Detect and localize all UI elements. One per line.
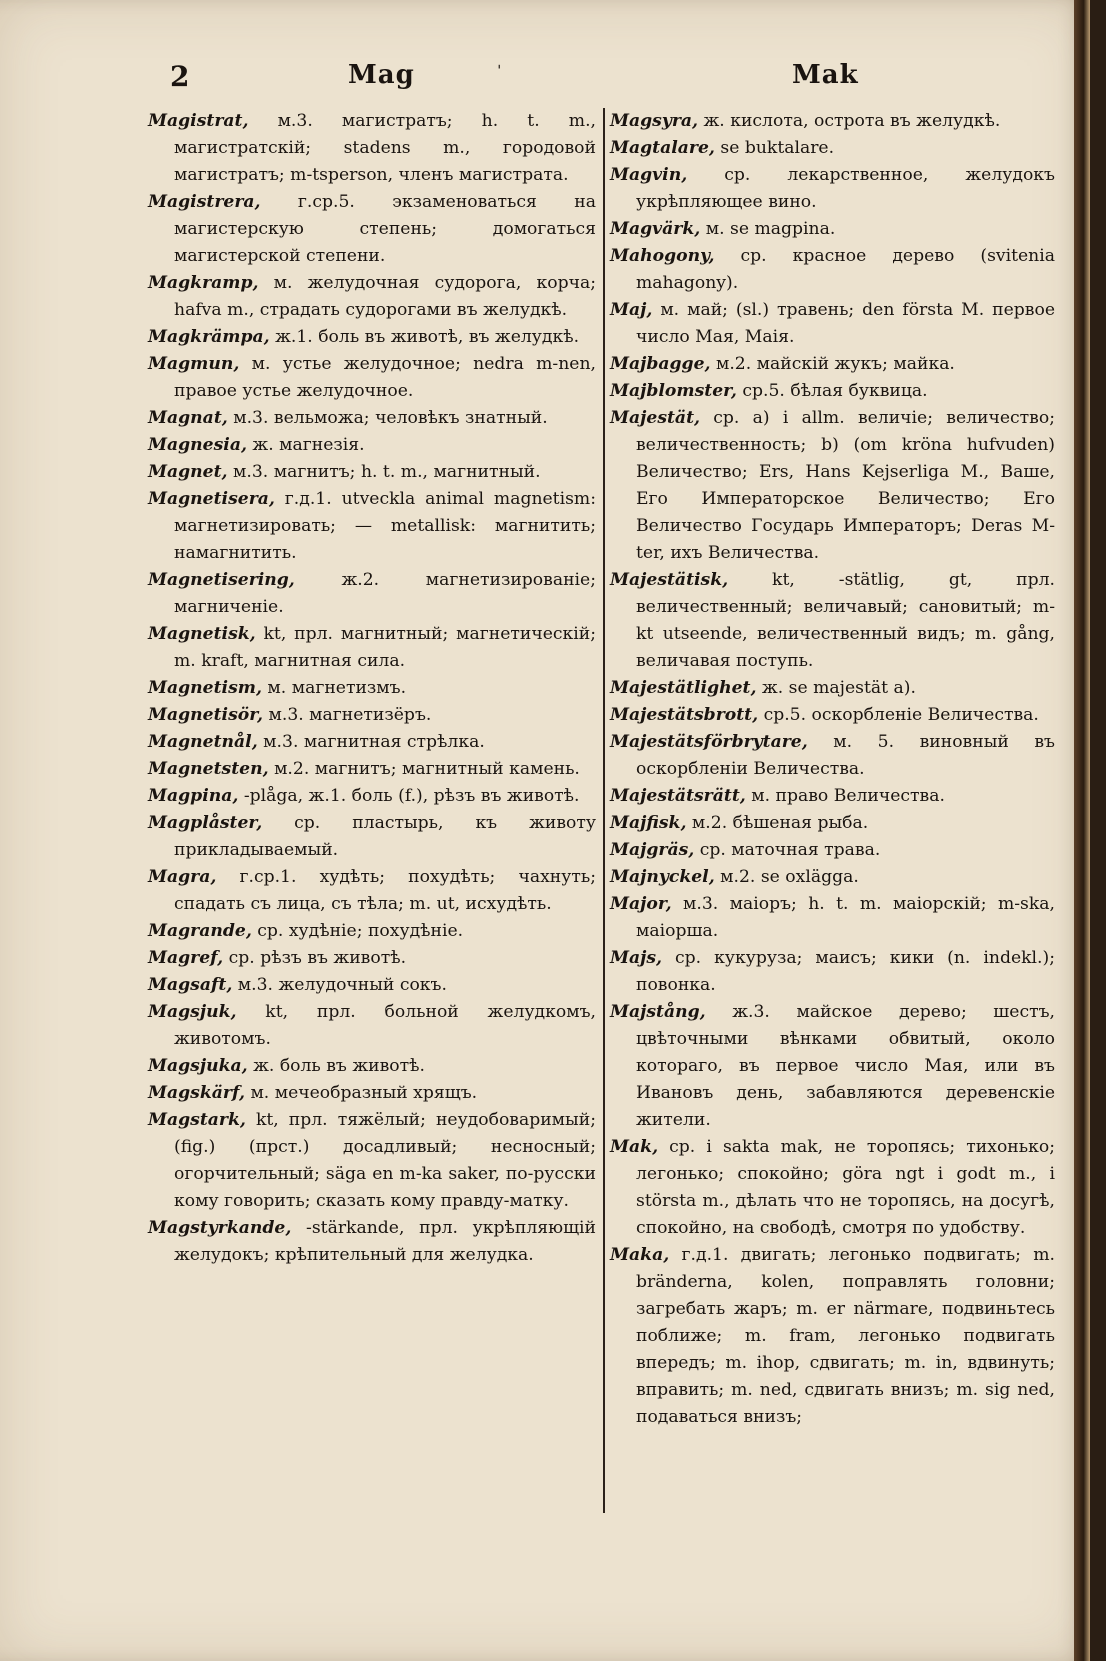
- dictionary-entry: [148, 351, 596, 405]
- dictionary-entry: [148, 459, 596, 486]
- entry-definition: г.ср.1. худѣть; похудѣть; чахнуть; спадать съ лица, съ тѣла; m. ut, исхудѣть.: [174, 867, 596, 914]
- dictionary-entry: [610, 378, 1055, 405]
- dictionary-entry: [610, 567, 1055, 675]
- dictionary-entry: [610, 162, 1055, 216]
- dictionary-entry: [610, 405, 1055, 567]
- entry-headword: Magnetisör,: [148, 705, 264, 725]
- entry-headword: Majestätsrätt,: [610, 786, 746, 806]
- dictionary-entry: [148, 918, 596, 945]
- entry-definition: г.д.1. двигать; легонько подвигать; m. bränderna, kolen, поправлять головни; загребать жаръ; m. er närmare, подвиньтесь поближе; m. fram, легонько подвигать впередъ; m. ihop, сдвигать; m. in, вдвинуть; вправить; m. ned, сдвигать внизъ; m. sig ned, подаваться внизъ;: [636, 1245, 1055, 1427]
- entry-headword: Majblomster,: [610, 381, 737, 401]
- dictionary-entry: [610, 864, 1055, 891]
- entry-headword: Magsjuka,: [148, 1056, 248, 1076]
- entry-headword: Majgräs,: [610, 840, 695, 860]
- dictionary-entry: [148, 864, 596, 918]
- dictionary-entry: [148, 972, 596, 999]
- dictionary-entry: [148, 702, 596, 729]
- entry-definition: м. право Величества.: [751, 786, 945, 806]
- dictionary-entry: [610, 135, 1055, 162]
- entry-headword: Maj,: [610, 300, 653, 320]
- entry-definition: ж. боль въ животѣ.: [253, 1056, 425, 1076]
- entry-headword: Magvärk,: [610, 219, 701, 239]
- entry-headword: Magsyra,: [610, 111, 699, 131]
- dictionary-entry: [148, 729, 596, 756]
- dictionary-entry: [610, 675, 1055, 702]
- entry-headword: Magistrat,: [148, 111, 249, 131]
- entry-headword: Maka,: [610, 1245, 670, 1265]
- entry-definition: ср. красное дерево (svitenia mahagony).: [636, 246, 1055, 293]
- entry-headword: Magkrämpa,: [148, 327, 270, 347]
- dictionary-entry: [148, 270, 596, 324]
- dictionary-entry: [148, 405, 596, 432]
- dictionary-entry: [148, 621, 596, 675]
- dictionary-entry: [610, 945, 1055, 999]
- column-divider: [603, 108, 605, 1513]
- entry-definition: ж. se majestät a).: [761, 678, 916, 698]
- entry-definition: м. май; (sl.) травень; den första M. первое число Мая, Маія.: [636, 300, 1055, 347]
- entry-headword: Magvin,: [610, 165, 688, 185]
- entry-headword: Majestätlighet,: [610, 678, 757, 698]
- entry-definition: ж. кислота, острота въ желудкѣ.: [703, 111, 1001, 131]
- entry-headword: Magnet,: [148, 462, 228, 482]
- entry-headword: Magpina,: [148, 786, 239, 806]
- entry-headword: Magnat,: [148, 408, 228, 428]
- entry-definition: ср. лекарственное, желудокъ укрѣпляющее вино.: [636, 165, 1055, 212]
- entry-definition: -plåga, ж.1. боль (f.), рѣзъ въ животѣ.: [243, 786, 580, 806]
- entry-definition: г.ср.5. экзаменоваться на магистерскую степень; домогаться магистерской степени.: [174, 192, 596, 266]
- entry-definition: ср. пластырь, къ животу прикладываемый.: [174, 813, 596, 860]
- entry-definition: ср. худѣніе; похудѣніе.: [257, 921, 464, 941]
- entry-headword: Magstyrkande,: [148, 1218, 292, 1238]
- entry-headword: Magref,: [148, 948, 224, 968]
- entry-definition: kt, прл. тяжёлый; неудобоваримый; (fig.) (прст.) досадливый; несносный; огорчительный; säga en m-ka saker, по-русски кому говорить; сказать кому правду-матку.: [174, 1110, 596, 1211]
- dictionary-entry: [148, 1107, 596, 1215]
- dictionary-entry: [610, 297, 1055, 351]
- dictionary-entry: [610, 891, 1055, 945]
- entry-headword: Majnyckel,: [610, 867, 715, 887]
- entry-headword: Majestätsförbrytare,: [610, 732, 808, 752]
- entry-definition: м.3. маіоръ; h. t. m. маіорскій; m-ska, маіорша.: [636, 894, 1055, 941]
- dictionary-entry: [148, 675, 596, 702]
- guide-word-left: Mag: [348, 60, 415, 90]
- entry-headword: Majestät,: [610, 408, 700, 428]
- dictionary-entry: [148, 324, 596, 351]
- entry-headword: Majestätisk,: [610, 570, 729, 590]
- entry-headword: Majestätsbrott,: [610, 705, 759, 725]
- entry-headword: Magistrera,: [148, 192, 261, 212]
- entry-headword: Magtalare,: [610, 138, 715, 158]
- entry-definition: kt, прл. больной желудкомъ, животомъ.: [174, 1002, 597, 1049]
- entry-headword: Magnetisera,: [148, 489, 275, 509]
- dictionary-entry: [610, 1242, 1055, 1431]
- entry-headword: Magnetnål,: [148, 732, 258, 752]
- page-edge: [1074, 0, 1090, 1661]
- entry-definition: ср. a) i allm. величіе; величество; величественность; b) (om kröna hufvuden) Величество; Ers, Hans Kejserliga M., Ваше, Его Императорское Величество; Его Величество Государь Императоръ; Deras M-ter, ихъ Величества.: [636, 408, 1055, 563]
- page-header: [170, 60, 1030, 100]
- entry-definition: г.д.1. utveckla animal magnetism: магнетизировать; — metallisk: магнитить; намагнитить.: [174, 489, 596, 563]
- guide-word-right: Mak: [792, 60, 859, 90]
- dictionary-entry: [610, 1134, 1055, 1242]
- dictionary-entry: [148, 1053, 596, 1080]
- entry-headword: Magplåster,: [148, 813, 263, 833]
- entry-definition: ж. магнезія.: [252, 435, 365, 455]
- entry-definition: ср. рѣзъ въ животѣ.: [228, 948, 407, 968]
- entry-definition: -stärkande, прл. укрѣпляющій желудокъ; крѣпительный для желудка.: [174, 1218, 597, 1265]
- dictionary-entry: [148, 1215, 596, 1269]
- dictionary-entry: [148, 432, 596, 459]
- entry-headword: Magnetism,: [148, 678, 262, 698]
- entry-definition: ср. маточная трава.: [699, 840, 881, 860]
- entry-headword: Majbagge,: [610, 354, 711, 374]
- dictionary-entry: [610, 351, 1055, 378]
- dictionary-entry: [610, 243, 1055, 297]
- header-mark: ˈ: [497, 62, 502, 81]
- entry-definition: м.2. se oxlägga.: [720, 867, 859, 887]
- entry-headword: Magnetisk,: [148, 624, 256, 644]
- entry-definition: ср. кукуруза; маисъ; кики (n. indekl.); повонка.: [636, 948, 1055, 995]
- dictionary-entry: [148, 567, 596, 621]
- entry-headword: Magrande,: [148, 921, 252, 941]
- dictionary-entry: [148, 999, 596, 1053]
- dictionary-entry: [610, 729, 1055, 783]
- dictionary-entry: [610, 702, 1055, 729]
- dictionary-entry: [148, 756, 596, 783]
- dictionary-entry: [610, 810, 1055, 837]
- dictionary-entry: [610, 216, 1055, 243]
- entry-definition: ср.5. бѣлая буквица.: [742, 381, 928, 401]
- dictionary-entry: [610, 999, 1055, 1134]
- entry-definition: м.2. магнитъ; магнитный камень.: [274, 759, 580, 779]
- dictionary-entry: [148, 783, 596, 810]
- entry-definition: м.3. вельможа; человѣкъ знатный.: [233, 408, 548, 428]
- entry-definition: м. магнетизмъ.: [267, 678, 407, 698]
- entry-headword: Mahogony,: [610, 246, 715, 266]
- dictionary-entry: [610, 837, 1055, 864]
- entry-definition: м. мечеобразный хрящъ.: [250, 1083, 478, 1103]
- entry-headword: Magsaft,: [148, 975, 233, 995]
- entry-definition: м.3. магнитъ; h. t. m., магнитный.: [233, 462, 541, 482]
- entry-headword: Majstång,: [610, 1002, 706, 1022]
- entry-definition: kt, прл. магнитный; магнетическій; m. kraft, магнитная сила.: [174, 624, 596, 671]
- entry-definition: м.3. магистратъ; h. t. m., магистратскій; stadens m., городовой магистратъ; m-tsperson, членъ магистрата.: [174, 111, 596, 185]
- entry-headword: Mak,: [610, 1137, 659, 1157]
- entry-definition: м. желудочная судорога, корча; hafva m., страдать судорогами въ желудкѣ.: [174, 273, 596, 320]
- entry-definition: ж.3. майское дерево; шестъ, цвѣточными вѣнками обвитый, около котораго, въ первое число Мая, или въ Ивановъ день, забавляются деревенскіе жители.: [636, 1002, 1055, 1130]
- entry-headword: Major,: [610, 894, 672, 914]
- entry-headword: Magra,: [148, 867, 217, 887]
- entry-definition: м.3. магнитная стрѣлка.: [263, 732, 485, 752]
- right-column: [610, 108, 1055, 1431]
- entry-definition: м. устье желудочное; nedra m-nen, правое устье желудочное.: [174, 354, 596, 401]
- entry-definition: ср.5. оскорбленіе Величества.: [763, 705, 1039, 725]
- entry-headword: Magsjuk,: [148, 1002, 237, 1022]
- entry-headword: Magmun,: [148, 354, 240, 374]
- dictionary-entry: [148, 1080, 596, 1107]
- dictionary-entry: [148, 945, 596, 972]
- entry-headword: Magnesia,: [148, 435, 247, 455]
- entry-headword: Majs,: [610, 948, 663, 968]
- entry-headword: Magskärf,: [148, 1083, 245, 1103]
- dictionary-entry: [148, 810, 596, 864]
- entry-definition: ж.2. магнетизированіе; магниченіе.: [174, 570, 596, 617]
- left-column: [148, 108, 596, 1269]
- entry-definition: м. se magpina.: [705, 219, 836, 239]
- dictionary-entry: [610, 108, 1055, 135]
- entry-definition: kt, -stätlig, gt, прл. величественный; величавый; сановитый; m-kt utseende, величественный видъ; m. gång, величавая поступь.: [636, 570, 1055, 671]
- entry-definition: м.2. майскій жукъ; майка.: [715, 354, 955, 374]
- entry-headword: Majfisk,: [610, 813, 687, 833]
- entry-headword: Magnetsten,: [148, 759, 269, 779]
- entry-definition: ж.1. боль въ животѣ, въ желудкѣ.: [275, 327, 580, 347]
- dictionary-entry: [148, 486, 596, 567]
- entry-definition: м.2. бѣшеная рыба.: [691, 813, 869, 833]
- dictionary-entry: [610, 783, 1055, 810]
- entry-definition: ср. i sakta mak, не торопясь; тихонько; легонько; спокойно; göra ngt i godt m., i största m., дѣлать что не торопясь, на досугѣ, спокойно, на свободѣ, смотря по удобству.: [636, 1137, 1055, 1238]
- entry-definition: м.3. желудочный сокъ.: [237, 975, 447, 995]
- entry-headword: Magstark,: [148, 1110, 246, 1130]
- page-number: 2: [170, 60, 190, 93]
- entry-headword: Magkramp,: [148, 273, 259, 293]
- entry-definition: se buktalare.: [720, 138, 835, 158]
- dictionary-entry: [148, 189, 596, 270]
- entry-definition: м.3. магнетизёръ.: [268, 705, 432, 725]
- entry-definition: м. 5. виновный въ оскорбленіи Величества.: [636, 732, 1055, 779]
- dictionary-entry: [148, 108, 596, 189]
- entry-headword: Magnetisering,: [148, 570, 295, 590]
